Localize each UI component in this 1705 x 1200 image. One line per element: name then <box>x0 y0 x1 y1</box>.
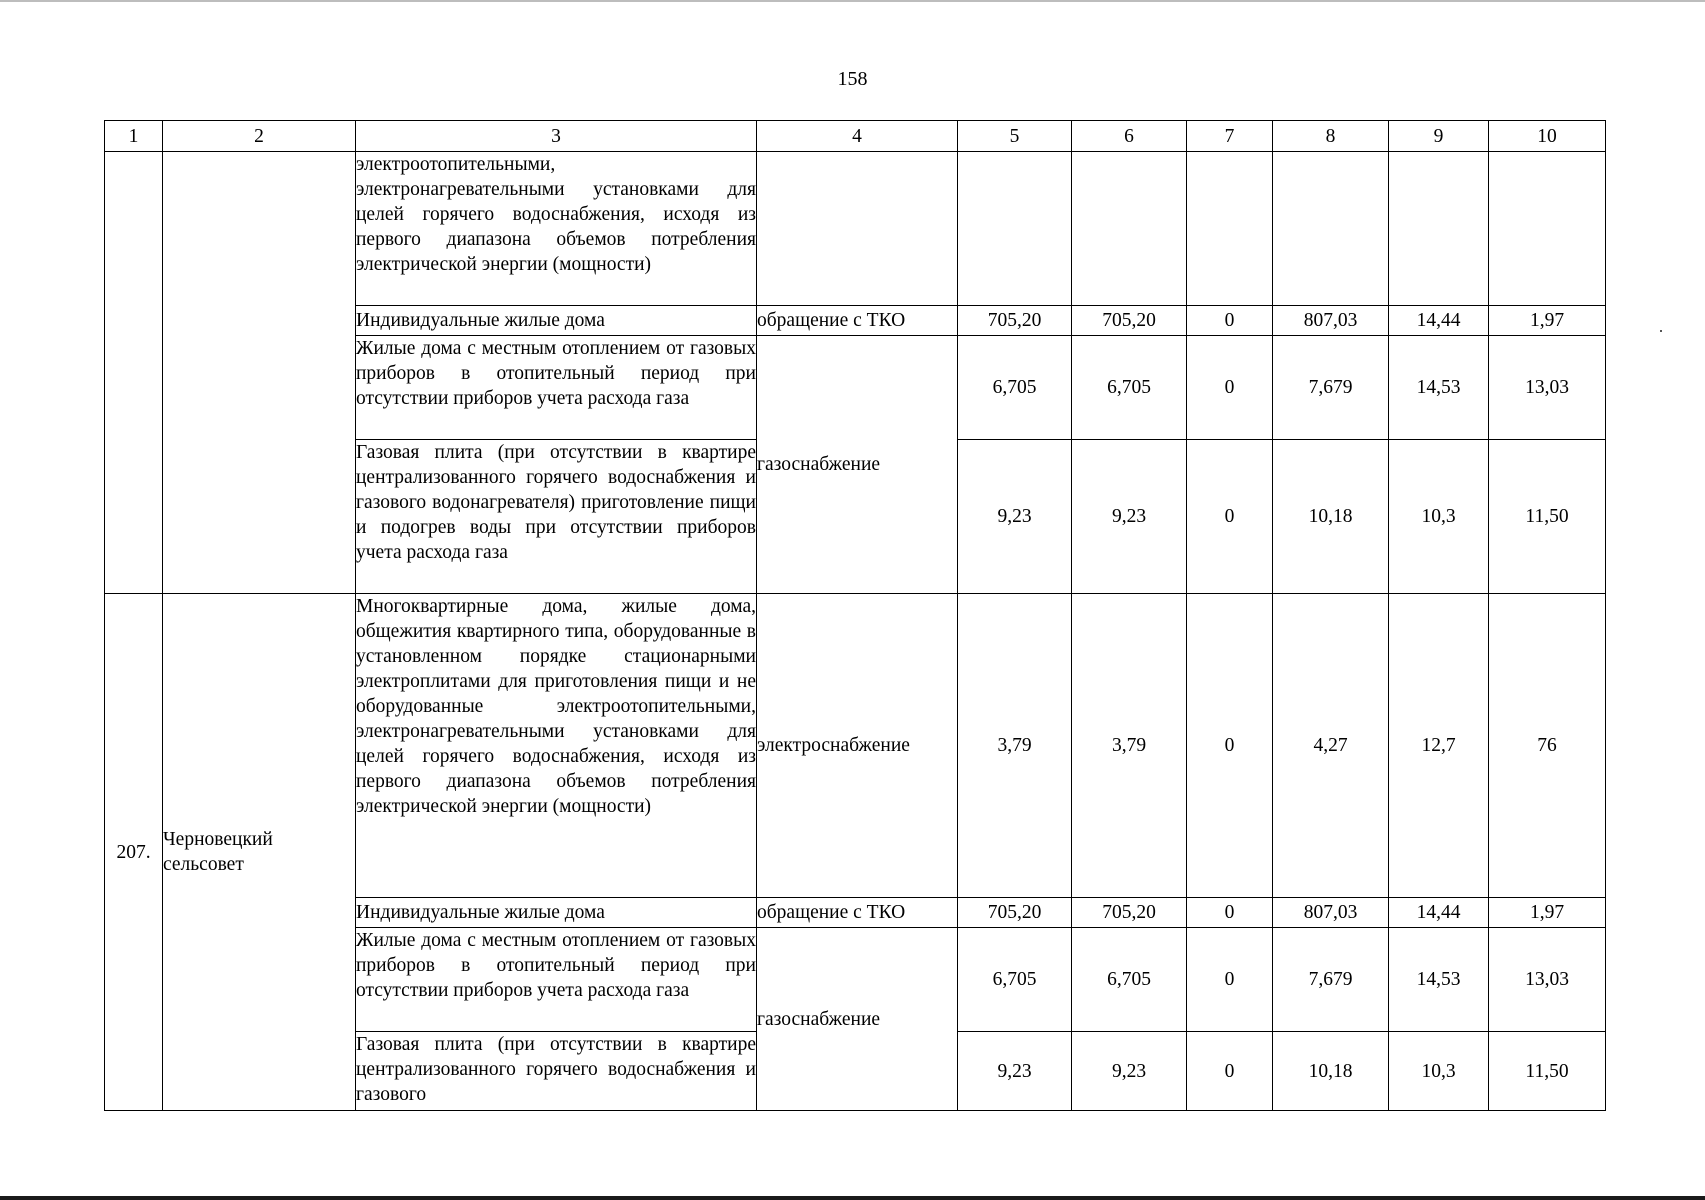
table-row <box>105 594 1606 898</box>
service-type: обращение с ТКО <box>757 898 958 928</box>
consumer-category: Жилые дома с местным отоплением от газовых приборов в отопительный период при отсутствии приборов учета расхода газа <box>356 336 757 440</box>
column-header: 6 <box>1072 121 1187 152</box>
value-col5: 9,23 <box>958 440 1072 594</box>
column-header: 8 <box>1273 121 1389 152</box>
value-col10: 76 <box>1489 594 1606 898</box>
value-col5: 9,23 <box>958 1032 1072 1111</box>
column-header: 4 <box>757 121 958 152</box>
value-col8: 7,679 <box>1273 928 1389 1032</box>
value-col10: 11,50 <box>1489 1032 1606 1111</box>
value-col7: 0 <box>1187 336 1273 440</box>
value-col7: 0 <box>1187 440 1273 594</box>
column-header: 7 <box>1187 121 1273 152</box>
value-cell <box>958 152 1072 306</box>
value-col6: 6,705 <box>1072 928 1187 1032</box>
value-cell <box>1072 152 1187 306</box>
scan-top-edge <box>0 0 1705 2</box>
value-col9: 14,53 <box>1389 928 1489 1032</box>
value-col9: 10,3 <box>1389 440 1489 594</box>
value-col8: 7,679 <box>1273 336 1389 440</box>
value-col8: 4,27 <box>1273 594 1389 898</box>
value-col10: 1,97 <box>1489 306 1606 336</box>
settlement-cell-empty <box>163 152 356 594</box>
value-cell <box>1489 152 1606 306</box>
value-col7: 0 <box>1187 594 1273 898</box>
value-col5: 705,20 <box>958 898 1072 928</box>
value-col7: 0 <box>1187 306 1273 336</box>
row-index: 207. <box>105 594 163 1111</box>
index-cell-empty <box>105 152 163 594</box>
column-header: 3 <box>356 121 757 152</box>
value-col10: 13,03 <box>1489 336 1606 440</box>
page-number: 158 <box>837 68 868 90</box>
column-header: 2 <box>163 121 356 152</box>
column-header: 10 <box>1489 121 1606 152</box>
value-col8: 807,03 <box>1273 306 1389 336</box>
value-col5: 705,20 <box>958 306 1072 336</box>
tariff-table <box>104 120 1606 1111</box>
table-header-row <box>105 121 1606 152</box>
scan-bottom-edge <box>0 1196 1705 1200</box>
value-col6: 6,705 <box>1072 336 1187 440</box>
value-col9: 14,44 <box>1389 898 1489 928</box>
value-cell <box>1273 152 1389 306</box>
table-row <box>105 152 1606 306</box>
value-col9: 14,44 <box>1389 306 1489 336</box>
service-cell <box>757 152 958 306</box>
consumer-category: Индивидуальные жилые дома <box>356 306 757 336</box>
value-col7: 0 <box>1187 898 1273 928</box>
consumer-category: Газовая плита (при отсутствии в квартире централизованного горячего водоснабжения и газового <box>356 1032 757 1111</box>
value-col10: 13,03 <box>1489 928 1606 1032</box>
settlement-name: Черновецкий сельсовет <box>163 594 356 1111</box>
value-col9: 10,3 <box>1389 1032 1489 1111</box>
value-col6: 3,79 <box>1072 594 1187 898</box>
service-type: обращение с ТКО <box>757 306 958 336</box>
value-col8: 10,18 <box>1273 440 1389 594</box>
value-col10: 11,50 <box>1489 440 1606 594</box>
consumer-category: Индивидуальные жилые дома <box>356 898 757 928</box>
column-header: 9 <box>1389 121 1489 152</box>
consumer-category: Жилые дома с местным отоплением от газовых приборов в отопительный период при отсутствии приборов учета расхода газа <box>356 928 757 1032</box>
value-col7: 0 <box>1187 1032 1273 1111</box>
scan-speck <box>1660 330 1662 332</box>
value-col9: 14,53 <box>1389 336 1489 440</box>
service-type: газоснабжение <box>757 336 958 594</box>
value-col10: 1,97 <box>1489 898 1606 928</box>
value-col6: 705,20 <box>1072 306 1187 336</box>
service-type: газоснабжение <box>757 928 958 1111</box>
value-col6: 9,23 <box>1072 440 1187 594</box>
value-col7: 0 <box>1187 928 1273 1032</box>
value-col5: 3,79 <box>958 594 1072 898</box>
value-cell <box>1389 152 1489 306</box>
column-header: 1 <box>105 121 163 152</box>
value-col8: 807,03 <box>1273 898 1389 928</box>
value-col5: 6,705 <box>958 336 1072 440</box>
consumer-category: электроотопительными, электронагревательными установками для целей горячего водоснабжения, исходя из первого диапазона объемов потребления электрической энергии (мощности) <box>356 152 757 306</box>
value-col6: 9,23 <box>1072 1032 1187 1111</box>
consumer-category: Многоквартирные дома, жилые дома, общежития квартирного типа, оборудованные в установленном порядке стационарными электроплитами для приготовления пищи и не оборудованные электроотопительными, электронагревательными установками для целей горячего водоснабжения, исходя из первого диапазона объемов потребления электрической энергии (мощности) <box>356 594 757 898</box>
value-col6: 705,20 <box>1072 898 1187 928</box>
value-col8: 10,18 <box>1273 1032 1389 1111</box>
value-cell <box>1187 152 1273 306</box>
value-col5: 6,705 <box>958 928 1072 1032</box>
consumer-category: Газовая плита (при отсутствии в квартире централизованного горячего водоснабжения и газового водонагревателя) приготовление пищи и подогрев воды при отсутствии приборов учета расхода газа <box>356 440 757 594</box>
service-type: электроснабжение <box>757 594 958 898</box>
column-header: 5 <box>958 121 1072 152</box>
value-col9: 12,7 <box>1389 594 1489 898</box>
